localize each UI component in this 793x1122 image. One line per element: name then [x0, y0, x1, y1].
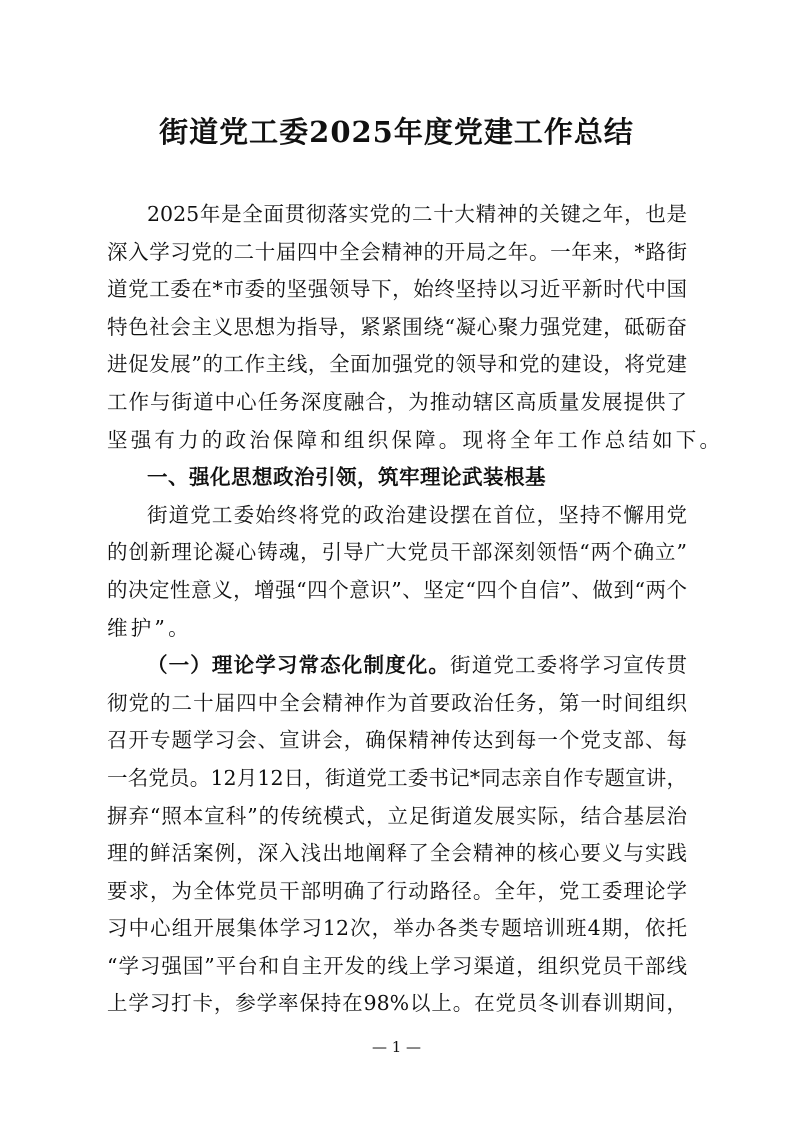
text-line: 坚强有力的政治保障和组织保障。现将全年工作总结如下。 — [107, 427, 724, 452]
paragraph-intro — [107, 196, 724, 459]
text-line: 街道党工委始终将党的政治建设摆在首位，坚持不懈用党 — [147, 502, 687, 527]
text-line — [107, 647, 687, 685]
text-line: “学习强国”平台和自主开发的线上学习渠道，组织党员干部线 — [107, 953, 687, 978]
page-number: — 1 — — [371, 1038, 422, 1056]
text-line: 进促发展”的工作主线，全面加强党的领导和党的建设，将党建 — [107, 352, 687, 377]
text-line: 召开专题学习会、宣讲会，确保精神传达到每一个党支部、每 — [107, 728, 687, 753]
text-line: 理的鲜活案例，深入浅出地阐释了全会精神的核心要义与实践 — [107, 841, 687, 866]
text-line: 摒弃“照本宣科”的传统模式，立足街道发展实际，结合基层治 — [107, 803, 687, 828]
text-line: 维护”。 — [107, 615, 192, 640]
text-line: 彻党的二十届四中全会精神作为首要政治任务，第一时间组织 — [107, 690, 687, 715]
text-line: 要求，为全体党员干部明确了行动路径。全年，党工委理论学 — [107, 878, 687, 903]
text-line: 一名党员。12月12日，街道党工委书记*同志亲自作专题宣讲， — [107, 765, 687, 790]
text-line: 的创新理论凝心铸魂，引导广大党员干部深刻领悟“两个确立” — [107, 540, 687, 565]
text-span: 街道党工委将学习宣传贯 — [450, 653, 688, 678]
document-title: 街道党工委2025年度党建工作总结 — [159, 115, 634, 149]
subsection-lead: （一）理论学习常态化制度化。 — [147, 653, 451, 678]
text-line: 深入学习党的二十届四中全会精神的开局之年。一年来，*路街 — [107, 239, 687, 264]
paragraph-theory-study — [107, 647, 687, 1023]
text-line: 上学习打卡，参学率保持在98%以上。在党员冬训春训期间， — [107, 991, 687, 1016]
text-line: 工作与街道中心任务深度融合，为推动辖区高质量发展提供了 — [107, 389, 687, 414]
text-line: 2025年是全面贯彻落实党的二十大精神的关键之年，也是 — [147, 202, 687, 226]
section-heading: 一、强化思想政治引领，筑牢理论武装根基 — [147, 465, 546, 490]
text-line: 的决定性意义，增强“四个意识”、坚定“四个自信”、做到“两个 — [107, 577, 687, 602]
document-body — [107, 196, 724, 1023]
text-line: 特色社会主义思想为指导，紧紧围绕“凝心聚力强党建，砥砺奋 — [107, 314, 687, 339]
text-line: 习中心组开展集体学习12次，举办各类专题培训班4期，依托 — [107, 916, 687, 941]
paragraph-section-intro — [107, 497, 687, 647]
text-line: 道党工委在*市委的坚强领导下，始终坚持以习近平新时代中国 — [107, 277, 687, 302]
